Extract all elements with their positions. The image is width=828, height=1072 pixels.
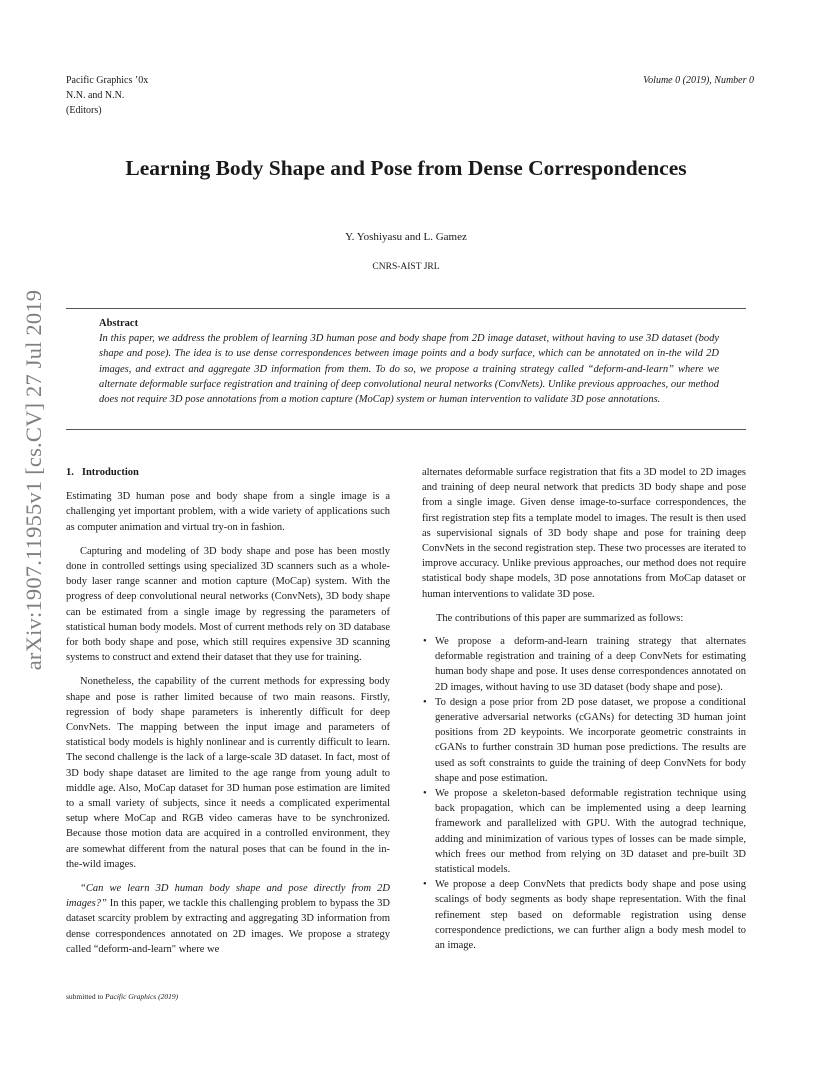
footer-venue: Pacific Graphics (2019) [105,992,179,1001]
list-item [422,634,746,695]
paragraph-3: Nonetheless, the capability of the current methods for expressing body shape and pose is rather limited because of two main reasons. Firstly, regression of body shape parameters is inherently difficult for deep ConvNets. The mapping between the input image and parameters of statistical body models is highly nonlinear and is currently difficult to learn. The second challenge is the lack of a large-scale 3D dataset. In fact, most of 3D body shape dataset are limited to the age range from young adult to middle age. Also, MoCap dataset for 3D human pose estimation are limited to a small variety of subjects, since it needs a complicated experimental setup where MoCap and RGB video cameras have to be synchronized. Because those motion data are acquired in a controlled environment, they are somewhat different from the natural poses that can be found in the in-the-wild images. [66,676,390,870]
abstract-bottom-rule [66,429,746,430]
paragraph-1: Estimating 3D human pose and body shape from a single image is a challenging yet important problem, with a wide variety of applications such as computer animation and virtual try-on in fashion. [66,491,390,533]
paragraph-5: alternates deformable surface registration that fits a 3D model to 2D images and training of deep neural network that predicts 3D body shape and pose from a single image. Given dense image-to-surface correspondences, the first registration step fits a template model to images. The result is then used as supervisional signals of 3D body shape and pose for training deep ConvNets in the second registration step. These two processes are iterated to improve accuracy. Unlike previous approaches, our method does not require statistical body shape models, 3D pose annotations from MoCap dataset or human interventions to validate 3D pose. [422,467,746,600]
right-column [422,465,746,953]
arxiv-stamp-text: arXiv:1907.11955v1 [cs.CV] 27 Jul 2019 [21,289,46,671]
left-column [66,465,390,957]
abstract [99,316,719,407]
paragraph-2: Capturing and modeling of 3D body shape and pose has been mostly done in controlled settings using specialized 3D scanners such as a whole-body laser range scanner and motion capture (MoCap) system. With the progress of deep convolutional neural networks (ConvNets), 3D body shape can be estimated from a single image by regressing the parameters of statistical human body models. Most of current methods rely on 3D database for both body shape and pose, which still requires expensive 3D scanning systems to construct and extend their dataset that they use for training. [66,545,390,664]
section-number: 1. [66,467,74,478]
abstract-heading: Abstract [99,318,139,329]
paragraph-4 [66,881,390,957]
list-item-text: We propose a skeleton-based deformable registration technique using back propagation, which can be implemented using a deep learning framework and parallelized with GPU. With the autograd technique, adding and minimization of various types of losses can be made simple, which frees our method from relying on 3D dataset and pre-built 3D statistical models. [435,788,746,876]
contributions-list [422,634,746,953]
list-item-text: We propose a deform-and-learn training strategy that alternates deformable registration and training of a deep ConvNets for estimating human body shape and pose. It uses dense correspondences annotated on 2D images, without having to use 3D dataset (body shape and pose). [435,636,746,693]
abstract-body: In this paper, we address the problem of learning 3D human pose and body shape from 2D image dataset, without having to use 3D dataset (body shape and pose). The idea is to use dense correspondences between image points and a body surface, which can be annotated on in-the wild 2D images, and extract and aggregate 3D information from them. To do so, we propose a training strategy called “deform-and-learn” where we alternate deformable surface registration and training of deep convolutional neural networks (ConvNets). Unlike previous approaches, our method does not require 3D pose annotations from a motion capture (MoCap) system or human intervention to validate 3D pose annotations. [99,333,719,406]
bullet-icon: • [423,636,427,648]
paper-title: Learning Body Shape and Pose from Dense Correspondences [125,156,687,180]
header-editors: N.N. and N.N. [66,90,125,101]
header-editors-note: (Editors) [66,105,102,116]
section-heading [66,465,390,480]
header-venue: Pacific Graphics ’0x [66,75,149,86]
list-item [422,877,746,953]
paper-authors: Y. Yoshiyasu and L. Gamez [345,231,467,243]
list-item [422,695,746,786]
abstract-top-rule [66,308,746,309]
header-volume: Volume 0 (2019), Number 0 [643,75,754,86]
bullet-icon: • [423,788,427,800]
page-footer [66,992,178,1001]
footer-prefix: submitted to [66,992,106,1001]
list-item-text: We propose a deep ConvNets that predicts body shape and pose using scalings of body segments as body shape representation. With the final refinement step based on deformable registration using dense correspondence predictions, we can further align a body mesh model to an image. [435,879,746,952]
paper-affiliation: CNRS-AIST JRL [372,262,440,272]
research-question: “Can we learn 3D human body shape and pose directly from 2D images?” [66,883,390,910]
bullet-icon: • [423,696,427,708]
list-item [422,786,746,877]
paragraph-4-text: In this paper, we tackle this challenging problem to bypass the 3D dataset scarcity problem by extracting and aggregating 3D information from dense correspondences annotated on 2D images. We propose a strategy called “deform-and-learn" where we [66,898,390,955]
list-item-text: To design a pose prior from 2D pose dataset, we propose a conditional generative adversarial networks (cGANs) for detecting 3D human joint positions from 2D keypoints. We incorporate geometric constraints in cGANs to further constrain 3D human pose predictions. The results are used as soft constraints to guide the training of deep ConvNets for body shape and pose estimation. [435,696,746,784]
section-title: Introduction [81,467,139,478]
paragraph-6: The contributions of this paper are summarized as follows: [436,612,684,624]
bullet-icon: • [423,879,427,891]
running-header-left [66,73,148,118]
